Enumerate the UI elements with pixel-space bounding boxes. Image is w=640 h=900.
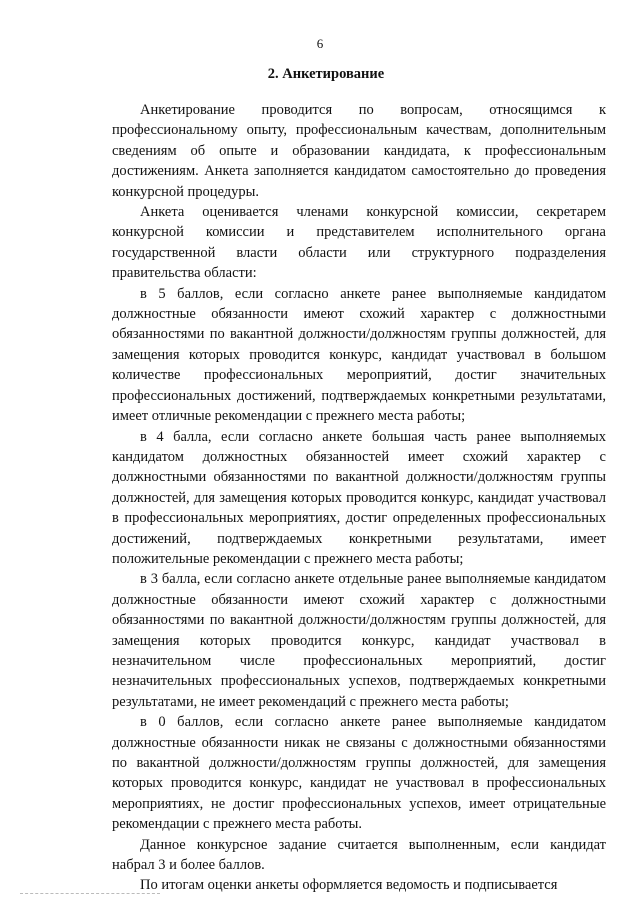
footer-divider (20, 893, 160, 894)
paragraph-score-5: в 5 баллов, если согласно анкете ранее выполняемые кандидатом должностные обязанности имеют схожий характер с должностными обязанностями по вакантной должности/должностям группы должностей, для замещения которых проводится конкурс, кандидат участвовал в большом количестве профессиональных мероприятий, достиг значительных профессиональных достижений, подтверждаемых конкретными результатами, имеет отличные рекомендации с прежнего места работы; (112, 285, 606, 425)
paragraph-pass-condition: Данное конкурсное задание считается выполненным, если кандидат набрал 3 и более баллов. (112, 836, 606, 874)
paragraph-score-4: в 4 балла, если согласно анкете большая часть ранее выполняемых кандидатом должностных обязанностей имеет схожий характер с должностными обязанностями по вакантной должности/должностям группы должностей, для замещения которых проводится конкурс, кандидат участвовал в профессиональных мероприятиях, достиг определенных профессиональных достижений, подтверждаемых конкретными результатами, имеет положительные рекомендации с прежнего места работы; (112, 428, 606, 567)
paragraph-score-3: в 3 балла, если согласно анкете отдельные ранее выполняемые кандидатом должностные обязанности имеют схожий характер с должностными обязанностями по вакантной должности/должностям группы должностей, для замещения которых проводится конкурс, кандидат участвовал в незначительном числе профессиональных мероприятий, достиг незначительных профессиональных успехов, подтверждаемых конкретными результатами, не имеет рекомендаций с прежнего места работы; (112, 571, 606, 710)
paragraph-evaluators: Анкета оценивается членами конкурсной комиссии, секретарем конкурсной комиссии и представителем исполнительного органа государственной власти области или структурного подразделения правительства области: (112, 204, 606, 282)
section-title: 2. Анкетирование (267, 66, 385, 82)
page-number: 6 (316, 36, 324, 51)
paragraph-score-0: в 0 баллов, если согласно анкете ранее выполняемые кандидатом должностные обязанности никак не связаны с должностными обязанностями по вакантной должности/должностям группы должностей, для замещения которых проводится конкурс, кандидат не участвовал в профессиональных мероприятиях, не достиг профессиональных успехов, имеет отрицательные рекомендации с прежнего места работы. (112, 714, 606, 833)
paragraph-intro: Анкетирование проводится по вопросам, относящимся к профессиональному опыту, профессиональным качествам, дополнительным сведениям об опыте и образовании кандидата, к профессиональным достижениям. Анкета заполняется кандидатом самостоятельно до проведения конкурсной процедуры. (112, 102, 606, 200)
document-body (112, 100, 606, 896)
paragraph-results: По итогам оценки анкеты оформляется ведомость и подписывается (140, 877, 558, 894)
